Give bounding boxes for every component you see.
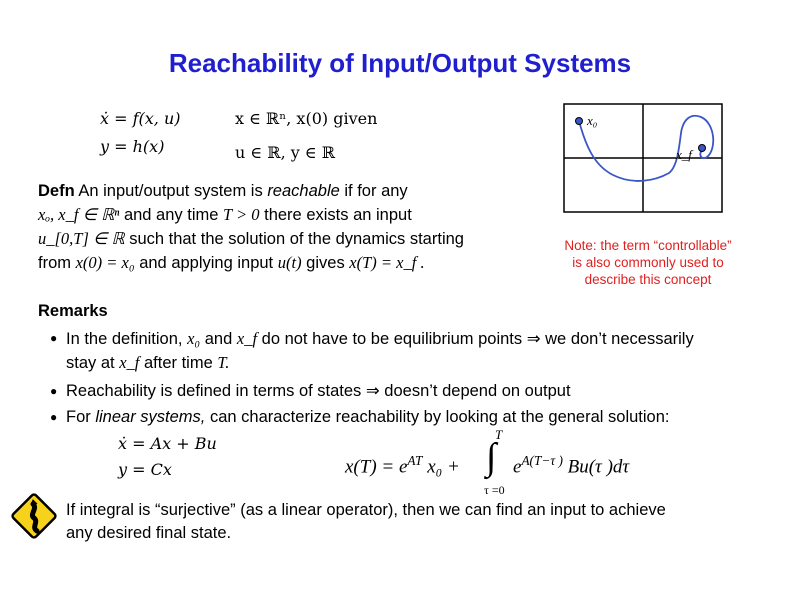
final-remark — [66, 499, 786, 545]
definition-text: gives — [306, 254, 345, 272]
definition-line-3 — [38, 227, 518, 251]
system-eq-output: y = h(x) — [100, 137, 165, 156]
definition-text: from — [38, 254, 71, 272]
final-remark-line-2: any desired final state. — [66, 524, 232, 542]
note-line-1: Note: the term “controllable” — [564, 238, 732, 253]
definition-text: An input/output system is — [78, 182, 263, 200]
definition-line-1 — [38, 180, 518, 203]
start-point-icon — [576, 118, 583, 125]
solution-text: Bu(τ )dτ — [567, 456, 630, 478]
remark-text: and — [204, 330, 233, 348]
integral-upper-limit: T — [495, 427, 503, 442]
solution-integrand — [513, 453, 629, 478]
definition-math: x(T) = x_f . — [349, 253, 425, 272]
definition-line-4 — [38, 251, 518, 275]
definition-text: and applying input — [139, 254, 274, 272]
remark-1-line-1 — [66, 327, 766, 351]
remarks-heading: Remarks — [38, 302, 108, 320]
definition-math: xₒ, x_f ∈ ℝⁿ — [38, 205, 120, 224]
definition-text: if for any — [344, 182, 408, 200]
diagram-xf-label: x_f — [676, 147, 692, 162]
remark-text: after time — [143, 354, 213, 372]
solution-exponent: AT — [407, 453, 423, 468]
definition-math: T > 0 — [223, 205, 260, 224]
definition-text: and any time — [123, 206, 219, 224]
controllable-note — [538, 237, 758, 288]
remark-text: stay at — [66, 354, 115, 372]
system-io-space: u ∈ ℝ, y ∈ ℝ — [235, 143, 336, 162]
remark-1 — [66, 327, 766, 375]
linear-eq-dynamics: ẋ = Ax + Bu — [118, 434, 217, 453]
definition-math: u_[0,T] ∈ ℝ — [38, 229, 125, 248]
solution-exponent: A(T−τ ) — [521, 453, 563, 468]
definition-block — [38, 180, 518, 275]
linear-eq-output: y = Cx — [118, 460, 172, 479]
definition-head: Defn — [38, 182, 75, 200]
solution-text: e — [513, 456, 522, 478]
remark-text: In the definition, — [66, 330, 183, 348]
slide-title: Reachability of Input/Output Systems — [168, 48, 632, 78]
remark-text: do not have to be equilibrium points ⇒ we don’t necessarily — [261, 330, 694, 348]
trajectory-curve — [579, 116, 713, 181]
remark-math: T. — [217, 353, 230, 372]
note-line-2: is also commonly used to — [572, 255, 724, 270]
remark-math: x_f — [119, 353, 140, 372]
winding-road-sign-icon — [9, 491, 59, 541]
solution-text: x(T) = e — [345, 456, 408, 478]
definition-text: such that the solution of the dynamics starting — [129, 230, 464, 248]
integral-sign: ∫ — [486, 436, 497, 478]
remark-math: x_f — [236, 329, 258, 348]
definition-reachable: reachable — [267, 182, 340, 200]
bullet-icon: ● — [50, 384, 58, 398]
diagram-x0-label: x₀ — [587, 113, 598, 128]
solution-lhs — [345, 453, 460, 478]
remark-math: x₀ — [187, 329, 201, 348]
solution-text: x₀ + — [427, 456, 460, 478]
system-eq-dynamics: ẋ = f(x, u) — [100, 109, 181, 128]
remark-linear-systems: linear systems, — [95, 408, 206, 426]
bullet-icon: ● — [50, 410, 58, 424]
remark-text: For — [66, 408, 91, 426]
definition-math: u(t) — [277, 253, 302, 272]
remark-2: Reachability is defined in terms of states ⇒ doesn’t depend on output — [66, 382, 571, 400]
remark-1-line-2 — [66, 351, 766, 375]
bullet-icon: ● — [50, 331, 58, 345]
system-state-space: x ∈ ℝⁿ, x(0) given — [235, 109, 378, 128]
integral-lower-limit: τ =0 — [484, 483, 505, 497]
end-point-icon — [699, 145, 706, 152]
note-line-3: describe this concept — [584, 272, 712, 287]
definition-line-2 — [38, 203, 518, 227]
remark-text: can characterize reachability by looking at the general solution: — [209, 408, 670, 426]
definition-math: x(0) = x₀ — [75, 253, 135, 272]
final-remark-line-1: If integral is “surjective” (as a linear operator), then we can find an input to achieve — [66, 501, 666, 519]
definition-text: there exists an input — [264, 206, 412, 224]
remark-3 — [66, 406, 786, 429]
